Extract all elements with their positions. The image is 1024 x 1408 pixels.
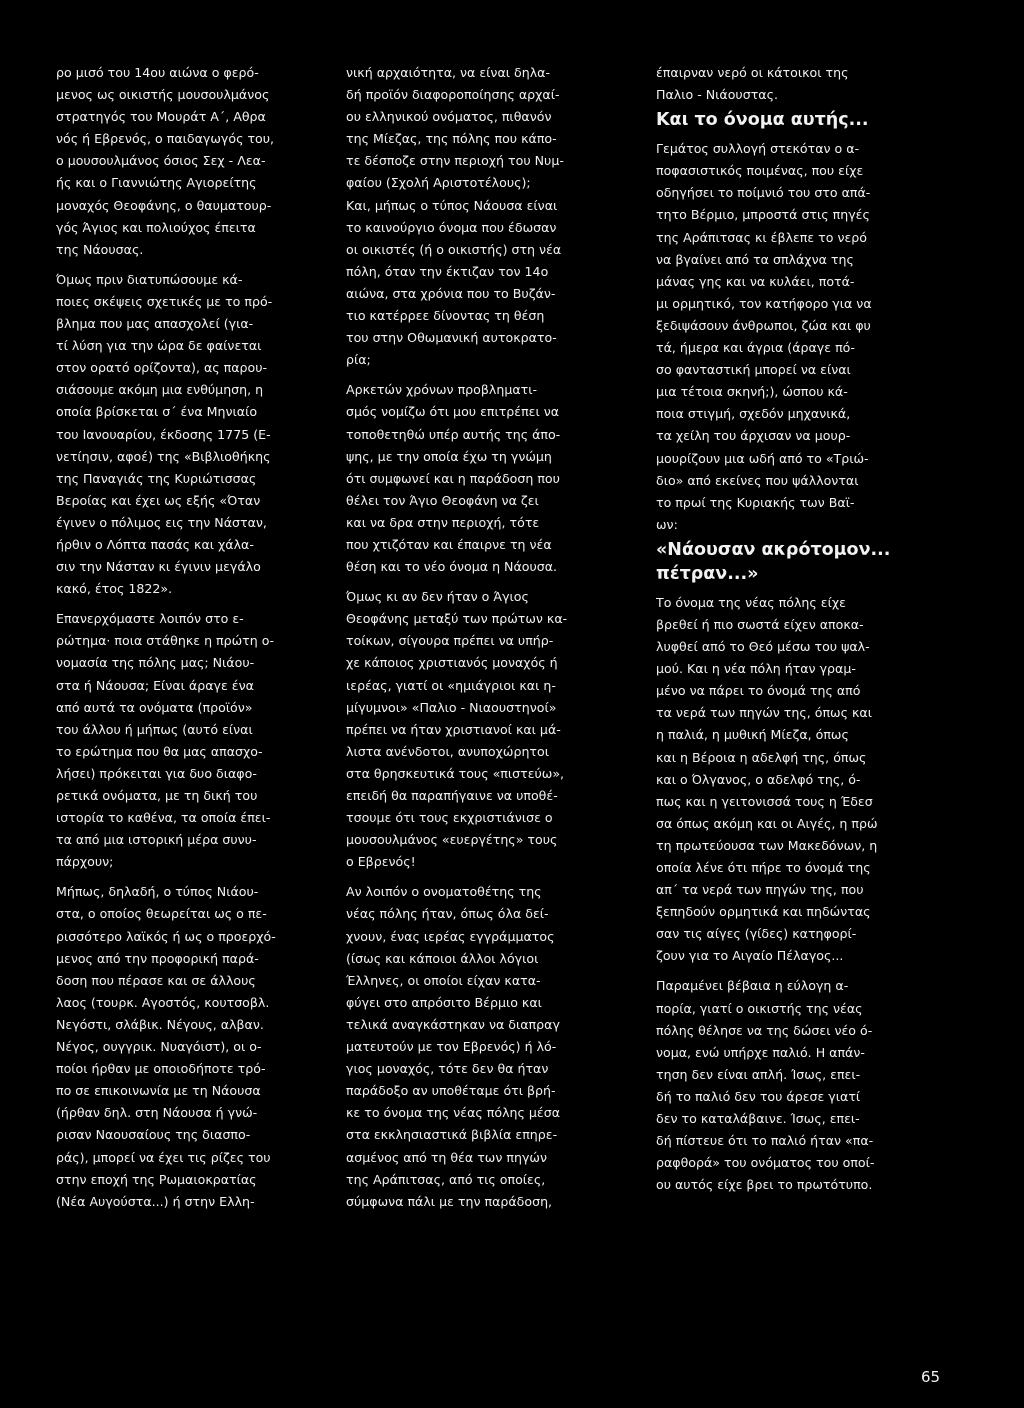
paragraph: Αρκετών χρόνων προβληματι- σμός νομίζω ότι μου επιτρέπει να τοποθετηθώ υπέρ αυτής της άπο- ψης, με την οποία έχω τη γνώμη ότι συμφωνεί και η παράδοση που θέλει τον Άγιο Θεοφάνη να ζει και να δρα στην περιοχή, τότε που χτιζόταν και έπαιρνε τη νέα θέση και το νέο όνομα η Νάουσα. <box>346 382 561 575</box>
paragraph: έπαιρναν νερό οι κάτοικοι της Παλιο - Νιάουστας. <box>656 65 849 103</box>
paragraph: Όμως κι αν δεν ήταν ο Άγιος Θεοφάνης μεταξύ των πρώτων κα- τοίκων, σίγουρα πρέπει να υπήρ- χε κάποιος χριστιανός μοναχός ή ιερέας, γιατί οι «ημιάγριοι και η- μίγυμνοι» «Παλιο - Νιαουστηνοί» πρέπει να ήταν χριστιανοί και μά- λιστα ανένδοτοι, ανυποχώρητοι στα θρησκευτικά τους «πιστεύω», επειδή θα παραπήγαινε να υποθέ- τσουμε ότι τους εκχριστιάνισε ο μουσουλμάνος «ευεργέτης» τους ο Εβρενός! <box>346 589 568 870</box>
text-column-left <box>56 62 342 1213</box>
paragraph: Όμως πριν διατυπώσουμε κά- ποιες σκέψεις σχετικές με το πρό- βλημα που μας απασχολεί (για- τί λύση για την ώρα δε φαίνεται στον ορατό ορίζοντα), ας παρου- σιάσουμε ακόμη μια ενθύμηση, η οποία βρίσκεται σ΄ ένα Μηνιαίο του Ιανουαρίου, έκδοσης 1775 (Ε- νετίησιν, αφοέ) της «Βιβλιοθήκης της Παναγιάς της Κυριώτισσας Βεροίας και έχει ως εξής «Όταν έγινεν ο πόλιμος εις την Νάσταν, ήρθιν ο Λόπτα πασάς και χάλα- σιν την Νάσταν κι έγινιν μεγάλο κακό, έτος 1822». <box>56 271 273 597</box>
section-heading: Και το όνομα αυτής... <box>656 110 869 131</box>
paragraph: Παραμένει βέβαια η εύλογη α- πορία, γιατί ο οικιστής της νέας πόλης θέλησε να της δώσει νέο ό- νομα, ενώ υπήρχε παλιό. Η απάν- τηση δεν είναι απλή. Ίσως, επει- δή το παλιό δεν του άρεσε γιατί δεν το καταλάβαινε. Ίσως, επει- δή πίστευε ότι το παλιό ήταν «πα- ραφθορά» του ονόματος του οποί- ου αυτός είχε βρει το πρωτότυπο. <box>656 978 875 1193</box>
paragraph: Το όνομα της νέας πόλης είχε βρεθεί ή πιο σωστά είχεν αποκα- λυφθεί από το Θεό μέσω του ψαλ- μού. Και η νέα πόλη ήταν γραμ- μένο να πάρει το όνομά της από τα νερά των πηγών της, όπως και η παλιά, η μυθική Μίεζα, όπως και η Βέροια η αδελφή της, όπως και ο Όλγανος, ο αδελφό της, ό- πως και η γειτονισσά τους η Έδεσ σα όπως ακόμη και οι Αιγές, η πρώ τη πρωτεύουσα των Μακεδόνων, η οποία λένε ότι πήρε το όνομά της απ΄ τα νερά των πηγών της, που ξεπηδούν ορμητικά και πηδώντας σαν τις αίγες (γίδες) κατηφορί- ζουν για το Αιγαίο Πέλαγος... <box>656 594 878 964</box>
page-number: 65 <box>921 1368 941 1386</box>
section-heading: «Νάουσαν ακρότομον... πέτραν...» <box>656 539 891 584</box>
paragraph: ρο μισό του 14ου αιώνα ο φερό- μενος ως οικιστής μουσουλμάνος στρατηγός του Μουράτ Α΄, Αθρα νός ή Εβρενός, ο παιδαγωγός του, ο μουσουλμάνος όσιος Σεχ - Λεα- ής και ο Γιαννιώτης Αγιορείτης μοναχός Θεοφάνης, ο θαυματουρ- γός Άγιος και πολιούχος έπειτα της Νάουσας. <box>56 65 275 257</box>
paragraph: νική αρχαιότητα, να είναι δηλα- δή προϊόν διαφοροποίησης αρχαί- ου ελληνικού ονόματος, πιθανόν της Μίεζας, της πόλης που κάπο- τε δέσποζε στην περιοχή του Νυμ- φαίου (Σχολή Αριστοτέλους); Και, μήπως ο τύπος Νάουσα είναι το καινούργιο όνομα που έδωσαν οι οικιστές (ή ο οικιστής) στη νέα πόλη, όταν την έκτιζαν τον 14ο αιώνα, στα χρόνια που το Βυζάν- τιο κατέρρεε δίνοντας τη θέση του στην Οθωμανική αυτοκρατο- ρία; <box>346 65 564 368</box>
paragraph: Αν λοιπόν ο ονοματοθέτης της νέας πόλης ήταν, όπως όλα δεί- χνουν, ένας ιερέας εγγράμματος (ίσως και κάποιοι άλλοι λόγιοι Έλληνες, οι οποίοι είχαν κατα- φύγει στο απρόσιτο Βέρμιο και τελικά αναγκάστηκαν να διαπραγ ματευτούν με τον Εβρενός) ή λό- γιος μοναχός, τότε δεν θα ήταν παράδοξο αν υποθέταμε ότι βρή- κε το όνομα της νέας πόλης μέσα στα εκκλησιαστικά βιβλία επηρε- ασμένος από τη θέα των πηγών της Αράπιτσας, από τις οποίες, σύμφωνα πάλι με την παράδοση, <box>346 884 561 1209</box>
text-column-right <box>656 62 956 1196</box>
paragraph: Μήπως, δηλαδή, ο τύπος Νιάου- στα, ο οποίος θεωρείται ως ο πε- ρισσότερο λαϊκός ή ως ο προερχό- μενος από την προφορική παρά- δοση που πέρασε και σε άλλους λαος (τουρκ. Αγοστός, κουτσοβλ. Νεγόστι, σλάβικ. Νέγους, αλβαν. Νέγος, ουγγρικ. Νυαγόιστ), οι ο- ποίοι ήρθαν με οποιοδήποτε τρό- πο σε επικοινωνία με τη Νάουσα (ήρθαν δηλ. στη Νάουσα ή γνώ- ρισαν Ναουσαίους της διασπο- ράς), μπορεί να έχει τις ρίζες του στην εποχή της Ρωμαιοκρατίας (Νέα Αυγούστα...) ή στην Ελλη- <box>56 884 276 1209</box>
paragraph: Γεμάτος συλλογή στεκόταν ο α- ποφασιστικός ποιμένας, που είχε οδηγήσει το ποίμνιό του στο απά- τητο Βέρμιο, μπροστά στις πηγές της Αράπιτσας κι έβλεπε το νερό να βγαίνει από τα σπλάχνα της μάνας γης και να κυλάει, ποτά- μι ορμητικό, τον κατήφορο για να ξεδιψάσουν άνθρωποι, ζώα και φυ τά, ήμερα και άγρια (άραγε πό- σο φανταστική μπορεί να είναι μια τέτοια σκηνή;), ώσπου κά- ποια στιγμή, σχεδόν μηχανικά, τα χείλη του άρχισαν να μουρ- μουρίζουν μια ωδή από το «Τριώ- διο» από εκείνες που ψάλλονται το πρωί της Κυριακής των Βαϊ- ων: <box>656 141 872 532</box>
text-column-middle <box>346 62 646 1213</box>
paragraph: Επανερχόμαστε λοιπόν στο ε- ρώτημα· ποια στάθηκε η πρώτη ο- νομασία της πόλης μας; Νιάου- στα ή Νάουσα; Είναι άραγε ένα από αυτά τα ονόματα (προϊόν» του άλλου ή μήπως (αυτό είναι το ερώτημα που θα μας απασχο- λήσει) πρόκειται για δυο διαφο- ρετικά ονόματα, με τη δική του ιστορία το καθένα, τα οποία έπει- τα από μια ιστορική μέρα συνυ- πάρχουν; <box>56 611 274 870</box>
